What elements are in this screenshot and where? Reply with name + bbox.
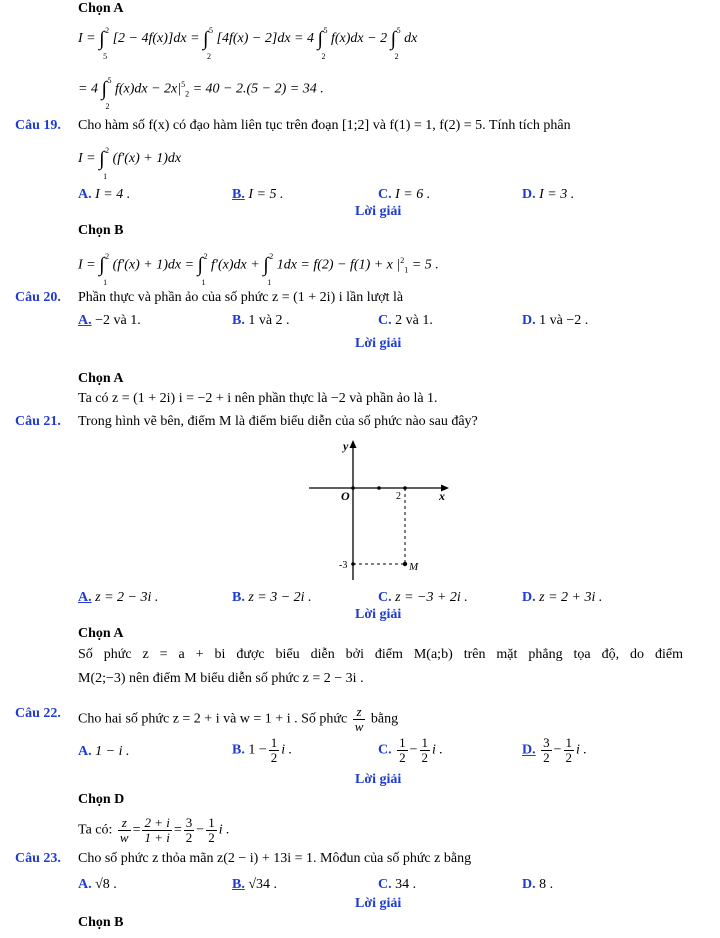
integral-sign: ∫ 5 2	[390, 26, 401, 61]
q20-text: Phần thực và phần ảo của số phức z = (1 + 2i) i lần lượt là	[78, 290, 404, 305]
q21-text: Trong hình vẽ bên, điểm M là điểm biểu diễn của số phức nào sau đây?	[78, 414, 478, 429]
q22-option-d[interactable]: D. $\frac{3}{2}$ − $\frac{1}{2}$ i .	[522, 735, 587, 765]
integral-sign: ∫ 5 2	[101, 76, 112, 112]
q18-line1-body3: f(x)dx − 2	[330, 31, 388, 47]
q18-line1-end: dx	[404, 31, 418, 47]
q19-text: Cho hàm số f(x) có đạo hàm liên tục trên đoạn [1;2] và f(1) = 1, f(2) = 5. Tính tích phân	[78, 118, 571, 133]
point-m	[403, 562, 407, 566]
q18-choice: Chọn A	[78, 1, 124, 16]
q22-option-c[interactable]: C. $\frac{1}{2}$ − $\frac{1}{2}$ i .	[378, 735, 443, 765]
q23-option-b[interactable]: B. √34 .	[232, 877, 278, 892]
q20-number: Câu 20.	[15, 290, 61, 305]
q22-text: Cho hai số phức z = 2 + i và w = 1 + i . Số phức $\frac{z}{w}$ bằng	[78, 704, 399, 734]
q21-work-line1: Số phức z = a + bi được biểu diễn bởi điểm M(a;b) trên mặt phẳng tọa độ, do điểm	[78, 647, 683, 662]
q22-number: Câu 22.	[15, 706, 61, 721]
q23-choice: Chọn B	[78, 915, 124, 930]
q23-option-c[interactable]: C. 34 .	[378, 877, 417, 892]
q21-option-d[interactable]: D. z = 2 + 3i .	[522, 590, 603, 605]
q18-line1	[78, 26, 418, 61]
point-m-label: M	[409, 561, 419, 573]
q20-choice: Chọn A	[78, 371, 124, 386]
q21-option-c[interactable]: C. z = −3 + 2i .	[378, 590, 468, 605]
tick-2	[403, 486, 407, 490]
q19-option-b[interactable]: B. I = 5 .	[232, 187, 284, 202]
q18-line1-body2: [4f(x) − 2]dx = 4	[216, 31, 314, 47]
q20-option-c[interactable]: C. 2 và 1.	[378, 313, 433, 328]
q20-option-b[interactable]: B. 1 và 2 .	[232, 313, 290, 328]
q18-line2-body: f(x)dx − 2x|	[114, 81, 182, 97]
q23-option-d[interactable]: D. 8 .	[522, 877, 554, 892]
q21-option-a[interactable]: A. z = 2 − 3i .	[78, 590, 159, 605]
q18-line2-prefix: = 4	[78, 81, 98, 97]
integral-sign: ∫ 2 1	[197, 252, 208, 288]
q23-number: Câu 23.	[15, 851, 61, 866]
y-label: y	[343, 439, 349, 453]
q19-option-d[interactable]: D. I = 3 .	[522, 187, 575, 202]
fraction: $\frac{z}{w}$	[354, 704, 364, 734]
q21-number: Câu 21.	[15, 414, 61, 429]
q21-solution-heading: Lời giải	[355, 607, 402, 622]
tick-1	[377, 486, 381, 490]
q22-option-b[interactable]: B. 1 − $\frac{1}{2}$ i .	[232, 735, 293, 765]
q19-solution-heading: Lời giải	[355, 204, 402, 219]
q21-option-b[interactable]: B. z = 3 − 2i .	[232, 590, 312, 605]
q18-line2: = 4 ∫ 5 2 $f(x)dx - 2x|^5_2 = 40 - 2.(5 - 2) = 34$ .	[78, 76, 324, 112]
q23-text: Cho số phức z thỏa mãn z(2 − i) + 13i = 1. Môđun của số phức z bằng	[78, 851, 472, 866]
q22-choice: Chọn D	[78, 792, 125, 807]
origin-label: O	[341, 489, 350, 503]
integral-sign: ∫ 5 2	[203, 26, 214, 61]
tick-label-neg3: -3	[339, 560, 348, 571]
integral-sign: ∫ 2 1	[99, 146, 110, 181]
coordinate-graph	[305, 436, 455, 584]
q19-integral-body: (f′(x) + 1)dx	[112, 151, 182, 167]
q18-line1-prefix: I =	[78, 31, 96, 47]
integral-sign: ∫ 2 5	[99, 26, 110, 61]
q20-solution-heading: Lời giải	[355, 336, 402, 351]
q18-line2-end: = 40 − 2.(5 − 2) = 34 .	[189, 81, 324, 97]
q19-integral-prefix: I =	[78, 151, 96, 167]
q20-option-a[interactable]: A. −2 và 1.	[78, 313, 141, 328]
q19-option-c[interactable]: C. I = 6 .	[378, 187, 431, 202]
q18-line1-body: [2 − 4f(x)]dx =	[112, 31, 204, 47]
q20-option-d[interactable]: D. 1 và −2 .	[522, 313, 589, 328]
origin-point	[351, 486, 355, 490]
q23-option-a[interactable]: A. √8 .	[78, 877, 117, 892]
integral-sign: ∫ 2 1	[263, 252, 274, 288]
y-axis-arrow	[350, 440, 357, 448]
q20-work: Ta có z = (1 + 2i) i = −2 + i nên phần thực là −2 và phần ảo là 1.	[78, 391, 438, 406]
q19-number: Câu 19.	[15, 118, 61, 133]
integral-sign: ∫ 2 1	[99, 252, 110, 288]
tick-neg3	[351, 562, 355, 566]
q22-option-a[interactable]: A. 1 − i .	[78, 744, 130, 759]
q19-work: I = ∫ 2 1 (f′(x) + 1)dx = ∫ 2 1 f′(x)dx + ∫ 2 1 1dx = f(2) − f(1) + x $|^2_1 = 5$ .	[78, 252, 439, 288]
tick-label-2: 2	[396, 491, 401, 502]
q22-work: Ta có: $\frac{z}{w}$ = $\frac{2 + i}{1 + i}$ = $\frac{3}{2}$ − $\frac{1}{2}$ i .	[78, 815, 230, 845]
q19-option-a[interactable]: A. I = 4 .	[78, 187, 131, 202]
x-label: x	[439, 489, 445, 503]
integral-sign: ∫ 5 2	[317, 26, 328, 61]
q19-choice: Chọn B	[78, 223, 124, 238]
q23-solution-heading: Lời giải	[355, 896, 402, 911]
q21-work-line2: M(2;−3) nên điểm M biểu diễn số phức z = 2 − 3i .	[78, 671, 364, 686]
q19-integral	[78, 146, 182, 181]
q22-solution-heading: Lời giải	[355, 772, 402, 787]
q21-choice: Chọn A	[78, 626, 124, 641]
